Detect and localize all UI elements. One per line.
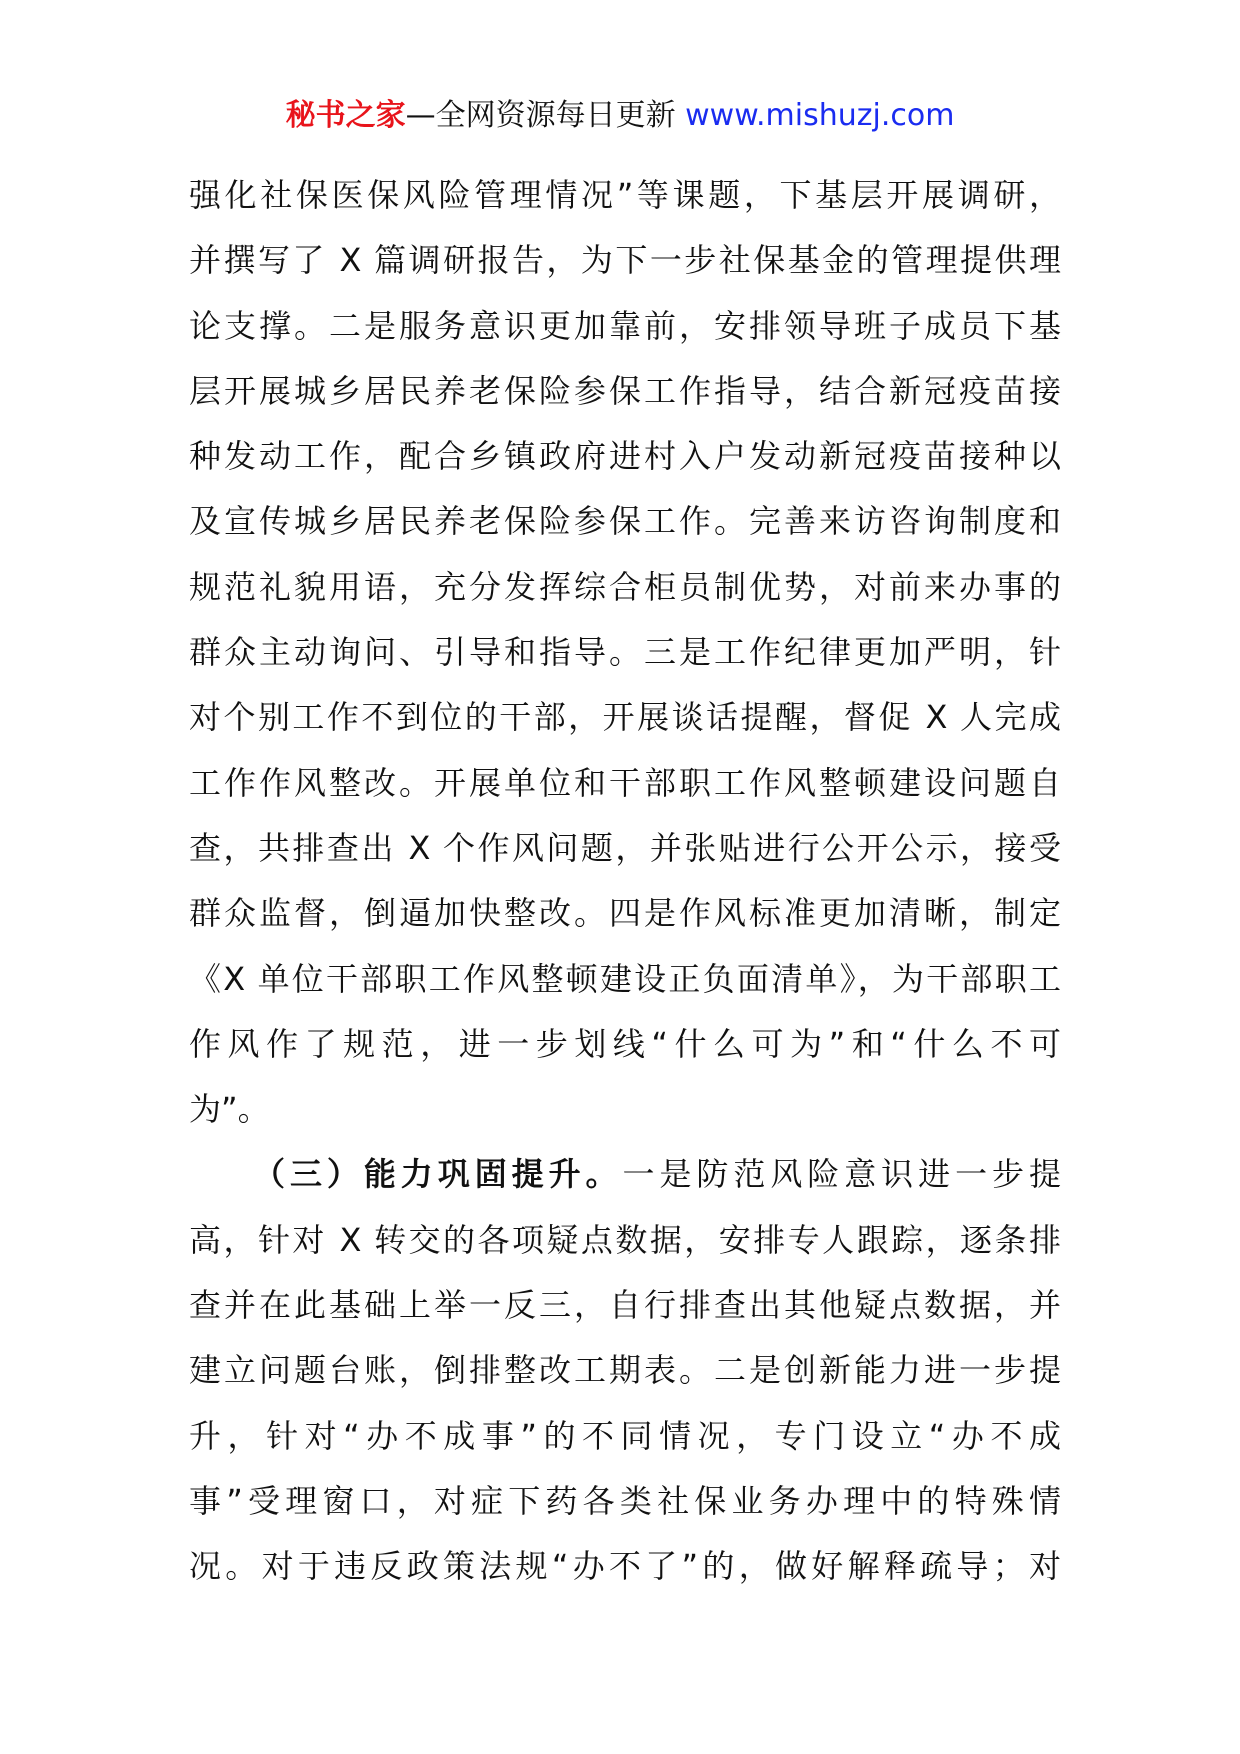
watermark-header	[0, 96, 1240, 136]
section-heading: （三）能力巩固提升。	[253, 1155, 623, 1194]
body-line: 强化社保医保风险管理情况”等课题，下基层开展调研，	[189, 176, 1061, 214]
body-line: 规范礼貌用语，充分发挥综合柜员制优势，对前来办事的	[189, 567, 1061, 606]
section-heading-line	[189, 1142, 1061, 1207]
body-line: 高，针对 X 转交的各项疑点数据，安排专人跟踪，逐条排	[189, 1220, 1061, 1259]
body-line: 查并在此基础上举一反三，自行排查出其他疑点数据，并	[189, 1286, 1061, 1325]
body-line: 论支撑。二是服务意识更加靠前，安排领导班子成员下基	[189, 306, 1061, 345]
document-body	[189, 163, 1061, 1600]
body-line: 种发动工作，配合乡镇政府进村入户发动新冠疫苗接种以	[189, 437, 1061, 476]
body-line: 作风作了规范，进一步划线“什么可为”和“什么不可	[189, 1024, 1061, 1063]
header-tagline: —全网资源每日更新	[405, 98, 676, 133]
body-line: 工作作风整改。开展单位和干部职工作风整顿建设问题自	[189, 763, 1061, 802]
body-line: 层开展城乡居民养老保险参保工作指导，结合新冠疫苗接	[189, 371, 1061, 410]
body-line: 建立问题台账，倒排整改工期表。二是创新能力进一步提	[189, 1351, 1061, 1390]
body-line: 事”受理窗口，对症下药各类社保业务办理中的特殊情	[189, 1481, 1061, 1520]
section-first-line-text: 一是防范风险意识进一步提	[622, 1155, 1061, 1194]
site-link[interactable]: www.mishuzj.com	[685, 98, 955, 133]
brand-name: 秘书之家	[285, 98, 406, 133]
body-line: 群众主动询问、引导和指导。三是工作纪律更加严明，针	[189, 633, 1061, 672]
body-line: 升，针对“办不成事”的不同情况，专门设立“办不成	[189, 1416, 1061, 1455]
body-line: 及宣传城乡居民养老保险参保工作。完善来访咨询制度和	[189, 502, 1061, 541]
body-line: 《X 单位干部职工作风整顿建设正负面清单》，为干部职工	[189, 959, 1061, 998]
body-line: 并撰写了 X 篇调研报告，为下一步社保基金的管理提供理	[189, 241, 1061, 280]
body-line: 查，共排查出 X 个作风问题，并张贴进行公开公示，接受	[189, 828, 1061, 867]
body-line: 群众监督，倒逼加快整改。四是作风标准更加清晰，制定	[189, 894, 1061, 933]
body-line: 况。对于违反政策法规“办不了”的，做好解释疏导；对	[189, 1547, 1061, 1586]
body-line: 为”。	[189, 1090, 270, 1129]
body-line: 对个别工作不到位的干部，开展谈话提醒，督促 X 人完成	[189, 698, 1061, 737]
